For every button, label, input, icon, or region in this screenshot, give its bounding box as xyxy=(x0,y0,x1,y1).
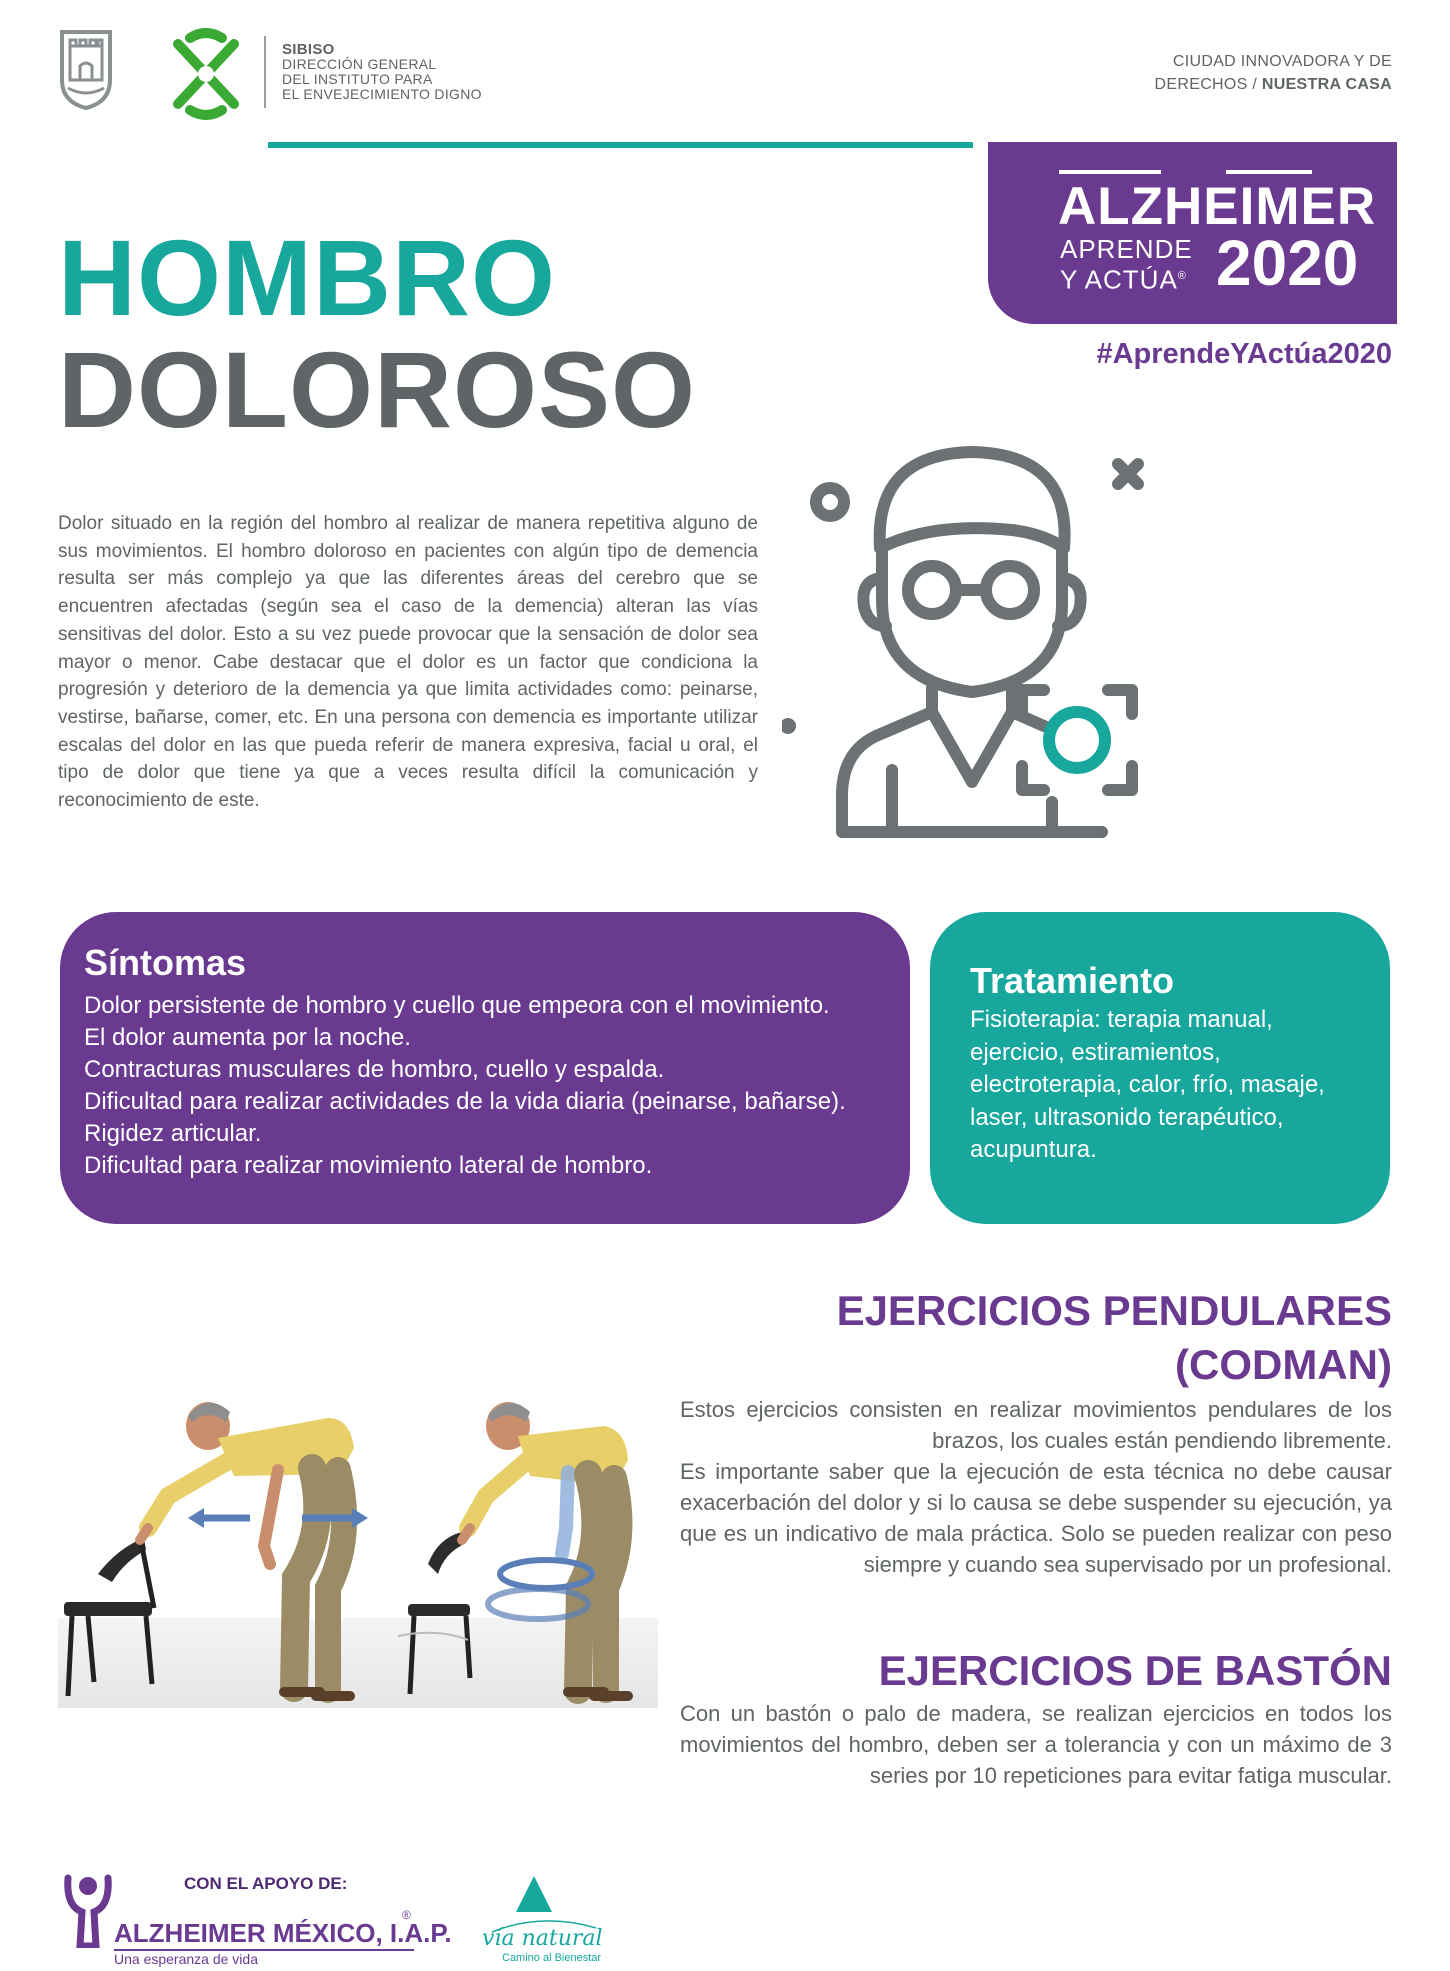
list-item: El dolor aumenta por la noche. xyxy=(84,1024,411,1051)
list-item: Dificultad para realizar actividades de la vida diaria (peinarse, bañarse). xyxy=(84,1088,846,1115)
alzheimer-banner xyxy=(988,142,1397,324)
baston-heading: EJERCICIOS DE BASTÓN xyxy=(878,1647,1392,1694)
banner-line2: Y ACTÚA xyxy=(1060,264,1178,295)
banner-line1: APRENDE xyxy=(1060,234,1193,264)
intro-paragraph: Dolor situado en la región del hombro al realizar de manera repetitiva alguno de sus movimientos. El hombro doloroso en pacientes con algún tipo de demencia resulta ser más complejo ya que las diferentes áreas del cerebro que se encuentren afectadas (según sea el caso de la demencia) alteran las vías sensitivas del dolor. Esto a su vez puede provocar que la sensación de dolor sea mayor o menor. Cabe destacar que el dolor es un factor que condiciona la progresión y deterioro de la demencia ya que limita actividades como: peinarse, vestirse, bañarse, comer, etc. En una persona con demencia es importante utilizar escalas del dolor en las que pueda referir de manera expresiva, facial u oral, el tipo de dolor que tiene ya que a veces resulta difícil la comunicación y reconocimiento de este. xyxy=(58,513,758,812)
banner-title: ALZHEIMER xyxy=(1058,177,1377,236)
city-slogan xyxy=(1155,50,1392,96)
city-slogan-line2 xyxy=(1155,73,1392,96)
list-item: Dificultad para realizar movimiento lateral de hombro. xyxy=(84,1152,653,1179)
hashtag: #AprendeYActúa2020 xyxy=(1096,338,1392,370)
list-item: Dolor persistente de hombro y cuello que empeora con el movimiento. xyxy=(84,992,830,1019)
pendulares-heading-line2: (CODMAN) xyxy=(1175,1341,1392,1388)
sibiso-label xyxy=(282,42,482,102)
sintomas-box xyxy=(60,912,910,1224)
page-title-line1: HOMBRO xyxy=(58,217,556,338)
alzheimer-mexico-name: ALZHEIMER MÉXICO, I.A.P. xyxy=(114,1918,452,1948)
tratamiento-text: Fisioterapia: terapia manual, ejercicio, estiramientos, electroterapia, calor, frío, masaje, laser, ultrasonido terapéutico, acupuntura. xyxy=(970,1006,1325,1163)
city-slogan-line1: CIUDAD INNOVADORA Y DE xyxy=(1172,53,1392,70)
sintomas-heading: Síntomas xyxy=(84,942,247,983)
pendulum-exercise-photo xyxy=(58,1378,658,1708)
banner-year: 2020 xyxy=(1216,227,1359,299)
alzheimer-mexico-reg: ® xyxy=(402,1908,411,1922)
sibiso-line: DEL INSTITUTO PARA xyxy=(282,71,433,87)
pendulares-heading xyxy=(837,1284,1392,1392)
via-natural-name: vía natural xyxy=(482,1926,603,1951)
alzheimer-mexico-logo xyxy=(62,1872,114,1948)
banner-reg: ® xyxy=(1177,270,1187,282)
header-divider xyxy=(264,36,266,108)
sibiso-acronym: SIBISO xyxy=(282,41,335,58)
teal-rule xyxy=(268,142,973,148)
cdmx-shield-logo xyxy=(58,28,114,112)
banner-line2-wrap xyxy=(1060,263,1193,294)
support-label: CON EL APOYO DE: xyxy=(184,1874,348,1893)
doctor-icon xyxy=(782,430,1172,850)
sibiso-line: DIRECCIÓN GENERAL xyxy=(282,56,437,72)
page-title-line2: DOLOROSO xyxy=(58,329,697,450)
list-item: Rigidez articular. xyxy=(84,1120,262,1147)
tratamiento-box xyxy=(930,912,1390,1224)
via-natural-tagline: Camino al Bienestar xyxy=(502,1952,602,1964)
baston-text: Con un bastón o palo de madera, se realizan ejercicios en todos los movimientos del hombro, deben ser a tolerancia y con un máximo de 3 series por 10 repeticiones para evitar fatiga muscular. xyxy=(680,1701,1392,1788)
sintomas-list xyxy=(84,990,904,1182)
pendulares-heading-line1: EJERCICIOS PENDULARES xyxy=(836,1287,1392,1334)
tratamiento-heading: Tratamiento xyxy=(970,960,1175,1001)
pendulares-p1: Estos ejercicios consisten en realizar movimientos pendulares de los brazos, los cuales están pendiendo libremente. xyxy=(680,1397,1392,1453)
banner-line xyxy=(1059,170,1161,174)
banner-line xyxy=(1226,170,1312,174)
sibiso-line: EL ENVEJECIMIENTO DIGNO xyxy=(282,86,482,102)
pendulares-p2: Es importante saber que la ejecución de esta técnica no debe causar exacerbación del dolor y si lo causa se debe suspender su ejecución, ya que es un indicativo de mala práctica. Solo se pueden realizar con peso siempre y cuando sea supervisado por un profesional. xyxy=(680,1459,1392,1577)
cdmx-green-logo xyxy=(160,24,252,124)
pendulares-text xyxy=(680,1394,1392,1580)
city-slogan-regular: DERECHOS / xyxy=(1154,76,1262,93)
banner-aprende xyxy=(1060,236,1193,294)
alzheimer-mexico-tagline: Una esperanza de vida xyxy=(114,1951,258,1967)
list-item: Contracturas musculares de hombro, cuello y espalda. xyxy=(84,1056,665,1083)
city-slogan-bold: NUESTRA CASA xyxy=(1261,76,1392,93)
